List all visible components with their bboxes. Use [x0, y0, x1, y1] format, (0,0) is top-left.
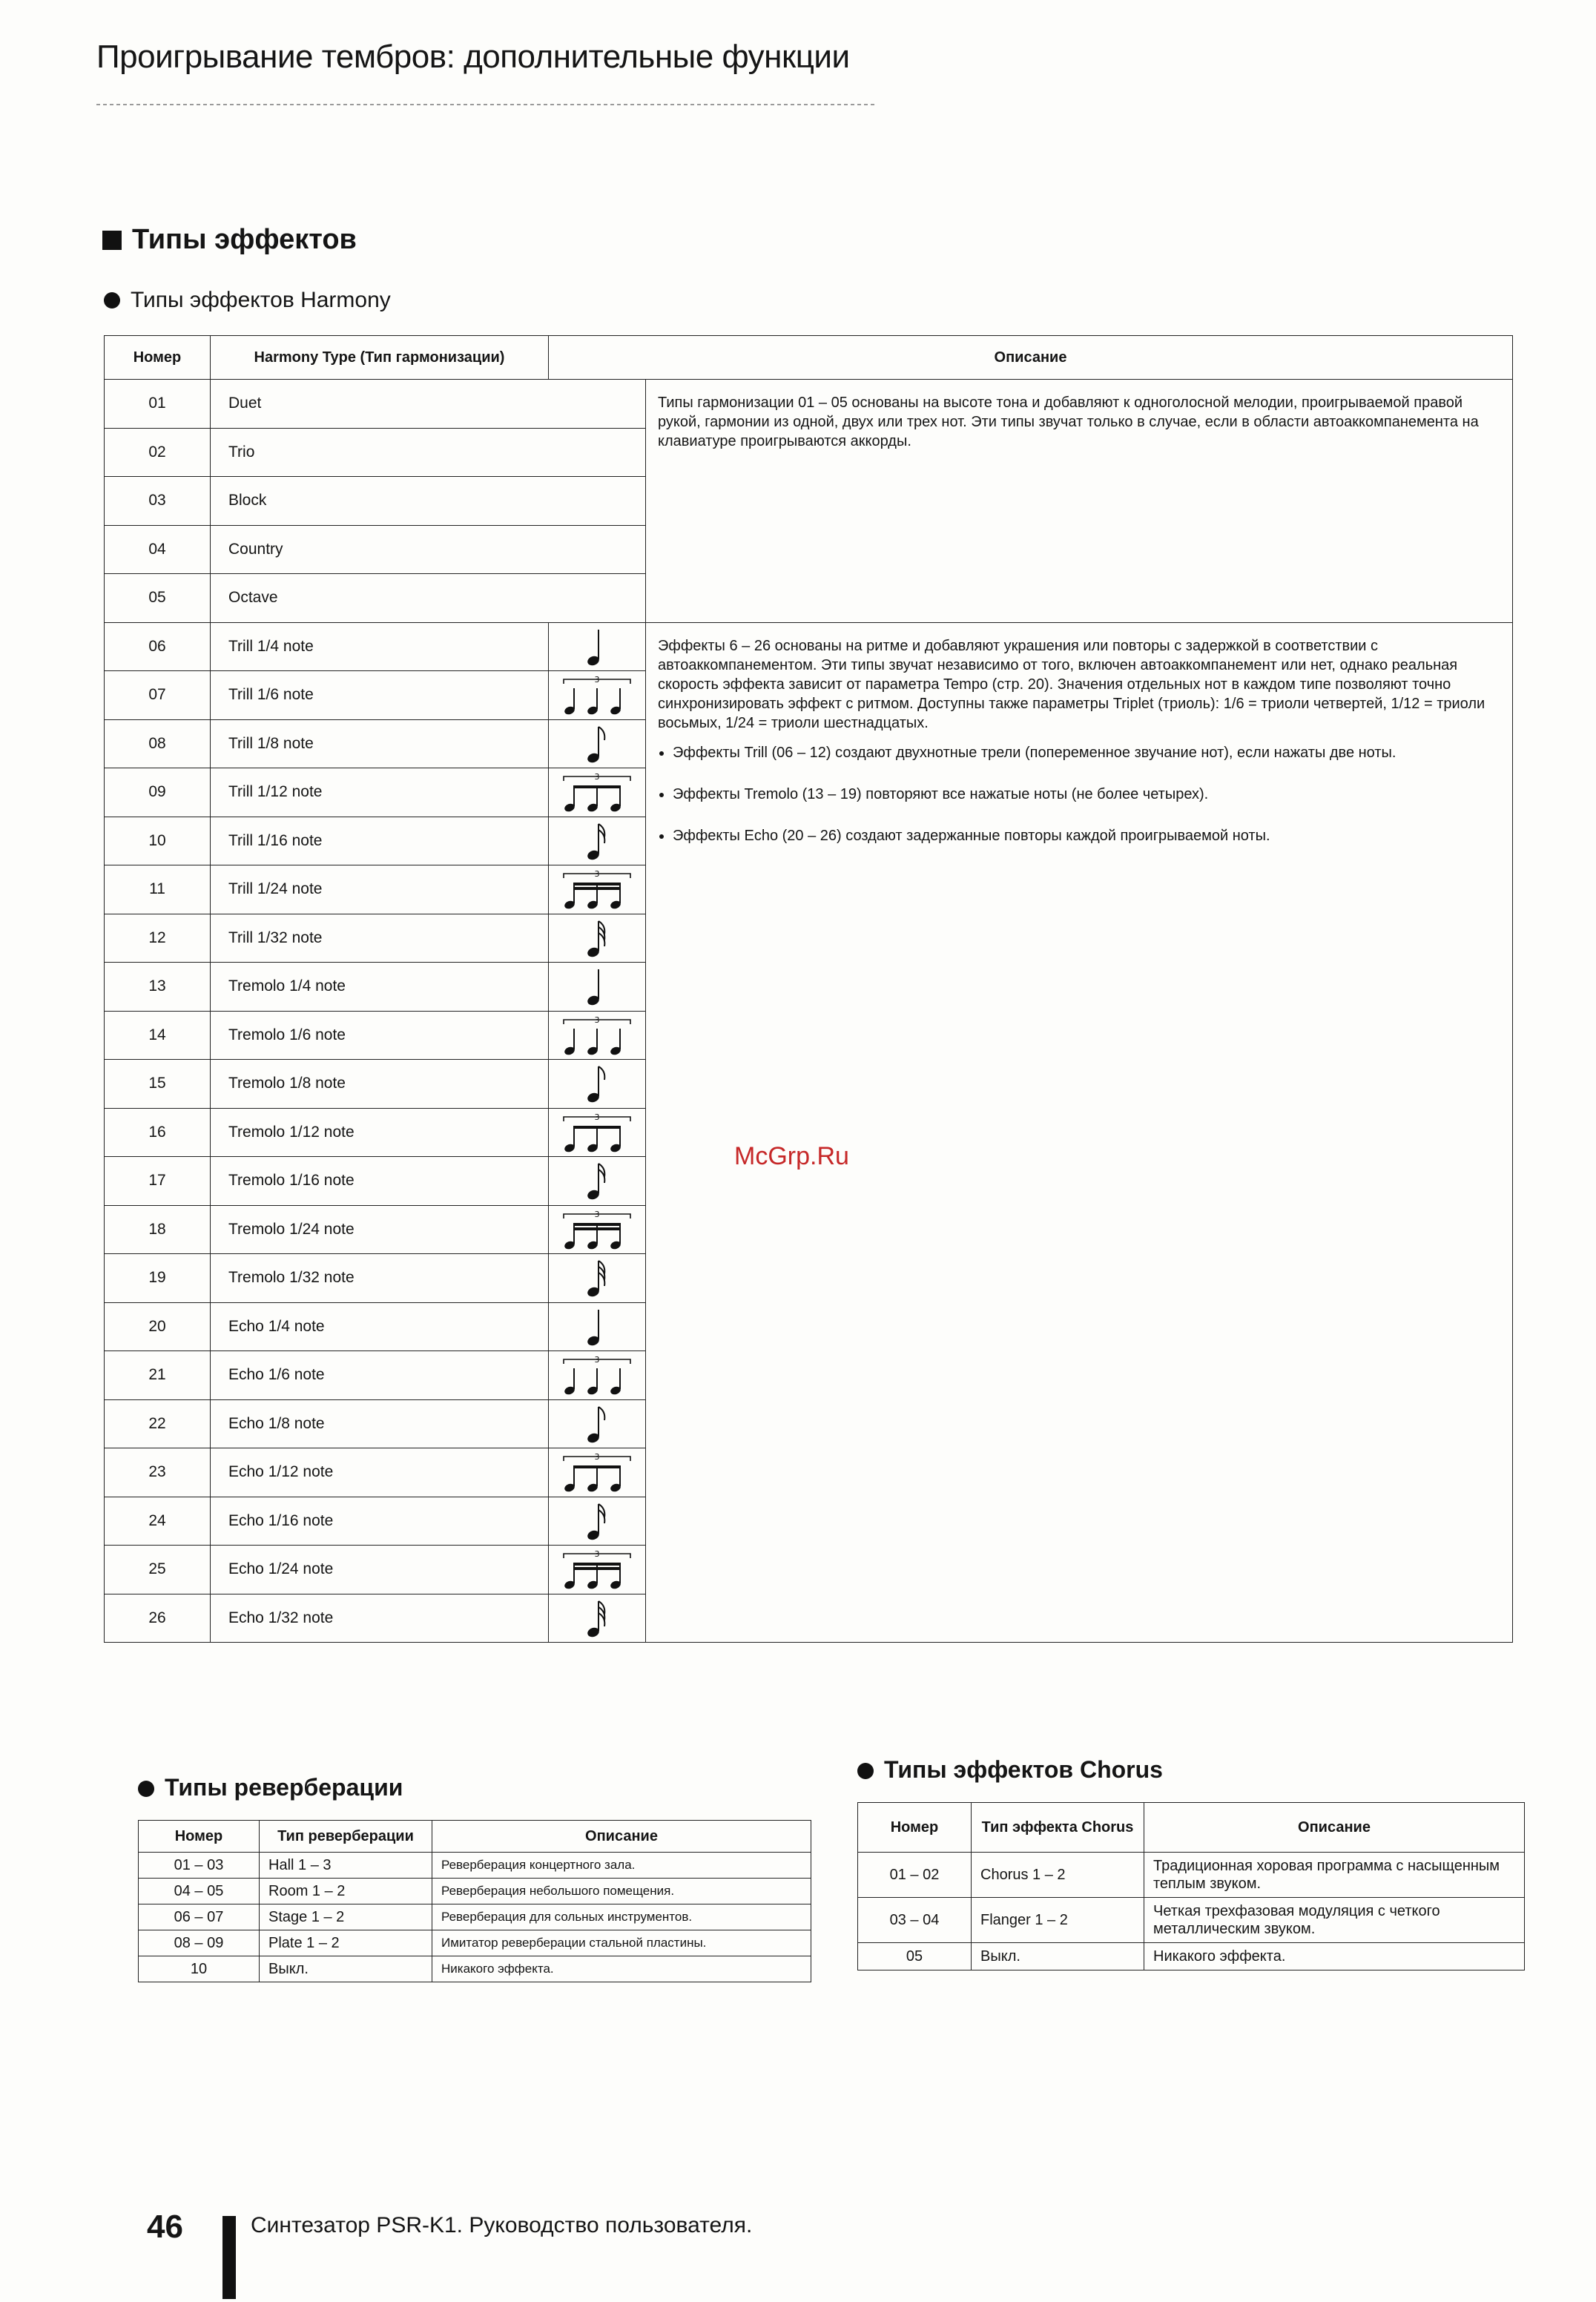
note-value-icon: [549, 1546, 646, 1594]
table-row: [139, 1879, 811, 1904]
page-title: Проигрывание тембров: дополнительные функции: [96, 39, 850, 75]
column-header-type: Тип реверберации: [260, 1821, 432, 1853]
svg-text:3: 3: [594, 1112, 600, 1122]
harmony-type-name: Echo 1/12 note: [211, 1448, 549, 1497]
harmony-type-name: Trill 1/8 note: [211, 719, 549, 768]
svg-text:3: 3: [594, 1355, 600, 1365]
column-header-type: Тип эффекта Chorus: [972, 1803, 1144, 1853]
row-number: 01: [105, 380, 211, 429]
row-number: 14: [105, 1011, 211, 1060]
row-number: 13: [105, 963, 211, 1012]
column-header-description: Описание: [1144, 1803, 1525, 1853]
harmony-type-name: Tremolo 1/6 note: [211, 1011, 549, 1060]
reverb-description: Никакого эффекта.: [432, 1956, 811, 1982]
chorus-type: Выкл.: [972, 1943, 1144, 1970]
row-number: 01 – 03: [139, 1853, 260, 1879]
reverb-type: Выкл.: [260, 1956, 432, 1982]
harmony-type-name: Tremolo 1/12 note: [211, 1108, 549, 1157]
harmony-type-name: Trio: [211, 428, 646, 477]
harmony-type-name: Tremolo 1/8 note: [211, 1060, 549, 1109]
note-value-icon: [549, 1157, 646, 1206]
harmony-type-name: Country: [211, 525, 646, 574]
row-number: 05: [105, 574, 211, 623]
table-row: [105, 380, 1513, 429]
description-pitch-types: [646, 380, 1513, 623]
list-item: • Эффекты Trill (06 – 12) создают двухнотные трели (попеременное звучание нот), если нажаты две ноты.: [673, 743, 1500, 762]
harmony-type-name: Echo 1/6 note: [211, 1351, 549, 1400]
note-value-icon: [549, 1011, 646, 1060]
chorus-description: Традиционная хоровая программа с насыщенным теплым звуком.: [1144, 1853, 1525, 1898]
row-number: 19: [105, 1254, 211, 1303]
row-number: 04: [105, 525, 211, 574]
harmony-heading: [104, 288, 391, 313]
page-number: 46: [147, 2209, 183, 2245]
harmony-type-name: Tremolo 1/16 note: [211, 1157, 549, 1206]
row-number: 03 – 04: [858, 1898, 972, 1943]
harmony-type-name: Tremolo 1/32 note: [211, 1254, 549, 1303]
harmony-type-name: Trill 1/16 note: [211, 817, 549, 865]
reverb-table-body: [139, 1853, 811, 1982]
bullet-dot-icon: [857, 1763, 874, 1779]
row-number: 10: [139, 1956, 260, 1982]
harmony-type-name: Echo 1/4 note: [211, 1302, 549, 1351]
svg-text:3: 3: [594, 869, 600, 880]
harmony-type-name: Echo 1/16 note: [211, 1497, 549, 1546]
table-row: [139, 1904, 811, 1930]
description-rhythm-types: [646, 622, 1513, 1643]
reverb-header-row: [139, 1821, 811, 1853]
row-number: 03: [105, 477, 211, 526]
row-number: 12: [105, 914, 211, 963]
row-number: 26: [105, 1594, 211, 1643]
row-number: 08: [105, 719, 211, 768]
note-value-icon: [549, 865, 646, 914]
note-value-icon: [549, 1594, 646, 1643]
row-number: 18: [105, 1205, 211, 1254]
table-row: [105, 622, 1513, 671]
harmony-table: [104, 335, 1513, 1643]
note-value-icon: [549, 671, 646, 720]
harmony-header-row: [105, 336, 1513, 380]
row-number: 25: [105, 1546, 211, 1594]
table-row: [858, 1853, 1525, 1898]
note-value-icon: [549, 1108, 646, 1157]
harmony-type-name: Tremolo 1/24 note: [211, 1205, 549, 1254]
chorus-type: Flanger 1 – 2: [972, 1898, 1144, 1943]
reverb-description: Имитатор реверберации стальной пластины.: [432, 1930, 811, 1956]
chorus-description: Никакого эффекта.: [1144, 1943, 1525, 1970]
section-title: [102, 224, 357, 256]
list-item: • Эффекты Echo (20 – 26) создают задержанные повторы каждой проигрываемой ноты.: [673, 826, 1500, 845]
chorus-description: Четкая трехфазовая модуляция с четкого металлическим звуком.: [1144, 1898, 1525, 1943]
row-number: 23: [105, 1448, 211, 1497]
title-rule: [96, 104, 875, 105]
reverb-type: Room 1 – 2: [260, 1879, 432, 1904]
svg-text:3: 3: [594, 1549, 600, 1560]
reverb-description: Реверберация концертного зала.: [432, 1853, 811, 1879]
note-value-icon: [549, 768, 646, 817]
reverb-table: [138, 1820, 811, 1982]
row-number: 21: [105, 1351, 211, 1400]
note-value-icon: [549, 719, 646, 768]
square-bullet-icon: [102, 231, 122, 250]
reverb-heading-text: Типы реверберации: [165, 1774, 403, 1801]
row-number: 11: [105, 865, 211, 914]
row-number: 22: [105, 1399, 211, 1448]
chorus-header-row: [858, 1803, 1525, 1853]
harmony-type-name: Trill 1/24 note: [211, 865, 549, 914]
note-value-icon: [549, 1254, 646, 1303]
reverb-type: Hall 1 – 3: [260, 1853, 432, 1879]
description-text: Типы гармонизации 01 – 05 основаны на высоте тона и добавляют к одноголосной мелодии, проигрываемой правой рукой, гармонии из одной, двух или трех нот. Эти типы звучат только в случае, если в области автоаккомпанемента на клавиатуре проигрываются аккорды.: [658, 395, 1479, 449]
table-row: [139, 1956, 811, 1982]
note-value-icon: [549, 1351, 646, 1400]
effect-bullet-list: [658, 743, 1500, 845]
harmony-type-name: Octave: [211, 574, 646, 623]
harmony-type-name: Block: [211, 477, 646, 526]
row-number: 06: [105, 622, 211, 671]
note-value-icon: [549, 963, 646, 1012]
reverb-description: Реверберация небольшого помещения.: [432, 1879, 811, 1904]
section-title-text: Типы эффектов: [132, 224, 357, 255]
row-number: 20: [105, 1302, 211, 1351]
column-header-number: Номер: [105, 336, 211, 380]
row-number: 02: [105, 428, 211, 477]
svg-text:3: 3: [594, 1015, 600, 1025]
note-value-icon: [549, 1448, 646, 1497]
svg-text:3: 3: [594, 772, 600, 782]
svg-text:3: 3: [594, 1452, 600, 1462]
note-value-icon: [549, 817, 646, 865]
description-text: Эффекты 6 – 26 основаны на ритме и добавляют украшения или повторы с задержкой в соответствии с автоаккомпанементом. Эти типы звучат независимо от того, включен автоаккомпанемент или нет, однако реальная скорость эффекта зависит от параметра Tempo (стр. 20). Значения отдельных нот в каждом типе позволяют точно синхронизировать эффект с ритмом. Доступны также параметры Triplet (триоль): 1/6 = триоли четвертей, 1/12 = триоли восьмых, 1/24 = триоли шестнадцатых.: [658, 637, 1485, 731]
note-value-icon: [549, 1060, 646, 1109]
table-row: [858, 1943, 1525, 1970]
note-value-icon: [549, 1302, 646, 1351]
chorus-table: [857, 1802, 1525, 1970]
row-number: 06 – 07: [139, 1904, 260, 1930]
row-number: 09: [105, 768, 211, 817]
harmony-type-name: Trill 1/32 note: [211, 914, 549, 963]
row-number: 07: [105, 671, 211, 720]
row-number: 24: [105, 1497, 211, 1546]
row-number: 05: [858, 1943, 972, 1970]
reverb-type: Stage 1 – 2: [260, 1904, 432, 1930]
svg-text:3: 3: [594, 1209, 600, 1219]
note-value-icon: [549, 622, 646, 671]
column-header-type: Harmony Type (Тип гармонизации): [211, 336, 549, 380]
bullet-dot-icon: [138, 1781, 154, 1797]
note-value-icon: [549, 1399, 646, 1448]
watermark: McGrp.Ru: [734, 1142, 849, 1170]
row-number: 16: [105, 1108, 211, 1157]
harmony-type-name: Trill 1/12 note: [211, 768, 549, 817]
reverb-description: Реверберация для сольных инструментов.: [432, 1904, 811, 1930]
row-number: 17: [105, 1157, 211, 1206]
harmony-type-name: Trill 1/4 note: [211, 622, 549, 671]
bullet-dot-icon: [104, 292, 120, 309]
row-number: 01 – 02: [858, 1853, 972, 1898]
note-value-icon: [549, 1497, 646, 1546]
reverb-heading: [138, 1774, 403, 1801]
harmony-type-name: Tremolo 1/4 note: [211, 963, 549, 1012]
column-header-description: Описание: [432, 1821, 811, 1853]
chorus-heading: [857, 1756, 1163, 1784]
table-row: [139, 1930, 811, 1956]
table-row: [139, 1853, 811, 1879]
row-number: 04 – 05: [139, 1879, 260, 1904]
row-number: 10: [105, 817, 211, 865]
footer-text: Синтезатор PSR-K1. Руководство пользователя.: [251, 2213, 753, 2237]
note-value-icon: [549, 914, 646, 963]
harmony-table-body: [105, 380, 1513, 1643]
column-header-description: Описание: [549, 336, 1513, 380]
svg-text:3: 3: [594, 675, 600, 685]
row-number: 15: [105, 1060, 211, 1109]
list-item: • Эффекты Tremolo (13 – 19) повторяют все нажатые ноты (не более четырех).: [673, 785, 1500, 804]
harmony-type-name: Echo 1/8 note: [211, 1399, 549, 1448]
harmony-heading-text: Типы эффектов Harmony: [131, 288, 391, 312]
harmony-type-name: Echo 1/32 note: [211, 1594, 549, 1643]
footer-bar: [222, 2216, 236, 2299]
harmony-type-name: Trill 1/6 note: [211, 671, 549, 720]
table-row: [858, 1898, 1525, 1943]
harmony-type-name: Echo 1/24 note: [211, 1546, 549, 1594]
row-number: 08 – 09: [139, 1930, 260, 1956]
column-header-number: Номер: [139, 1821, 260, 1853]
column-header-number: Номер: [858, 1803, 972, 1853]
reverb-type: Plate 1 – 2: [260, 1930, 432, 1956]
chorus-table-body: [858, 1853, 1525, 1970]
chorus-heading-text: Типы эффектов Chorus: [884, 1756, 1163, 1783]
chorus-type: Chorus 1 – 2: [972, 1853, 1144, 1898]
harmony-type-name: Duet: [211, 380, 646, 429]
note-value-icon: [549, 1205, 646, 1254]
